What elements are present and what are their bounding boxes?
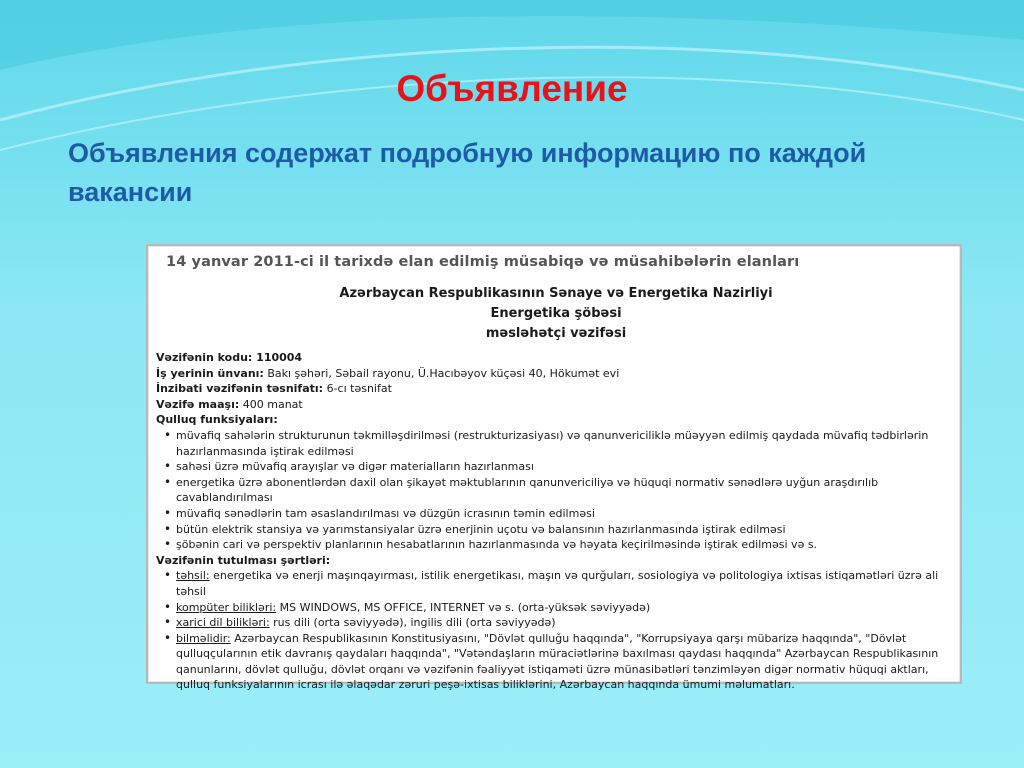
list-item: • təhsil: energetika və enerji maşınqayırması, istilik energetikası, maşın və qurğuları, sosiologiya və politologiya ixtisas istiqamətləri üzrə ali təhsil [156,568,956,599]
list-item: • bilməlidir: Azərbaycan Respublikasının Konstitusiyasını, "Dövlət qulluğu haqqında", "Korrupsiyaya qarşı mübarizə haqqında", "Dövlət qulluqçularının etik davranış qaydaları haqqında", "Vətəndaşların müraciətlərinə baxılması qaydası haqqında" Azərbaycan Respublikasının qanunlarını, dövlət qulluğu, dövlət orqanı və vəzifənin fəaliyyət istiqaməti üzrə münasibətləri tənzimləyən digər normativ hüquqi aktları, qulluq funksiyalarının icrası ilə əlaqədar zəruri peşə-ixtisas biliklərini, Azərbaycan haqqında ümumi məlumatları. [156,631,956,693]
requirements-header: Vəzifənin tutulması şərtləri: [156,553,331,567]
field-salary: Vəzifə maaşı: 400 manat [156,397,303,411]
document-heading: 14 yanvar 2011-ci il tarixdə elan edilmiş müsabiqə və müsahibələrin elanları [166,254,800,270]
list-item: • xarici dil bilikləri: rus dili (orta səviyyədə), ingilis dili (orta səviyyədə) [156,615,956,631]
slide-subtitle: Объявления содержат подробную информацию по каждой вакансии [68,138,867,207]
position-name: məsləhətçi vəzifəsi [485,326,627,341]
field-address: İş yerinin ünvanı: Bakı şəhəri, Səbail rayonu, Ü.Hacıbəyov küçəsi 40, Hökumət evi [156,366,620,380]
functions-list [156,428,956,553]
field-classification: İnzibati vəzifənin təsnifatı: 6-cı təsnifat [156,382,392,396]
requirements-list [156,568,956,693]
functions-header: Qulluq funksiyaları: [156,413,278,427]
slide-title: Объявление [396,68,628,109]
vacancy-details [156,350,956,693]
list-item: • energetika üzrə abonentlərdən daxil olan şikayət məktublarının qanunvericiliyə və hüquqi normativ sənədlərə uyğun araşdırılıb cavablandırılması [156,475,956,506]
list-item: • şöbənin cari və perspektiv planlarının hesabatlarının hazırlanmasında və həyata keçirilməsində iştirak edilməsi və s. [156,537,956,553]
vacancy-document-image [146,244,962,692]
ministry-name: Azərbaycan Respublikasının Sənaye və Energetika Nazirliyi [339,286,773,301]
list-item: • müvafiq sahələrin strukturunun təkmilləşdirilməsi (restrukturizasiyası) və qanunvericiliklə müəyyən edilmiş qaydada müvafiq tədbirlərin hazırlanmasında iştirak edilməsi [156,428,956,459]
list-item: • sahəsi üzrə müvafiq arayışlar və digər materialların hazırlanması [156,459,956,475]
list-item: • müvafiq sənədlərin tam əsaslandırılması və düzgün icrasının təmin edilməsi [156,506,956,522]
field-code: Vəzifənin kodu: 110004 [156,351,303,364]
department-name: Energetika şöbəsi [490,306,622,321]
list-item: • kompüter bilikləri: MS WINDOWS, MS OFFICE, INTERNET və s. (orta-yüksək səviyyədə) [156,600,956,616]
list-item: • bütün elektrik stansiya və yarımstansiyalar üzrə enerjinin uçotu və balansının hazırlanmasında iştirak edilməsi [156,522,956,538]
